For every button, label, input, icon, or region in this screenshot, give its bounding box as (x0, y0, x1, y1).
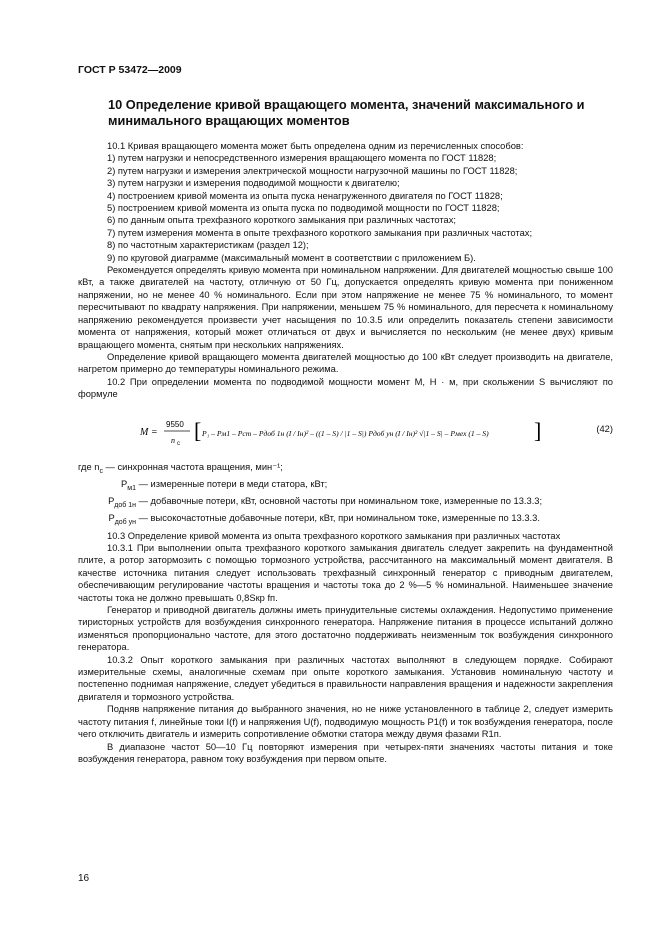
document-header: ГОСТ Р 53472—2009 (78, 64, 182, 76)
paragraph-10-3-2: 10.3.2 Опыт короткого замыкания при различных частотах выполняют в следующем порядке. Собирают измерительные схемы, аналогичные схемам при опыте короткого замыкания. Установив номинальную частоту и постепенно поднимая напряжение, следует убедиться в правильности направления вращения и надежности закрепления двигателя и тормозного устройства. (78, 654, 613, 702)
paragraph-10-3-1: 10.3.1 При выполнении опыта трехфазного короткого замыкания двигатель следует закрепить на фундаментной плите, а ротор затормозить с помощью тормозного устройства, рассчитанного на максимальный момент двигателя. В качестве источника питания следует использовать трехфазный синхронный генератор с приводным двигателем, обеспечивающим регулирование частоты вращения и частоты тока до 2 %—5 % номинальной. Наименьшее значение частоты тока не должно превышать 0,8Sкр fп. (78, 543, 613, 603)
equation-number: (42) (596, 423, 613, 434)
formula-legend (78, 461, 613, 530)
legend-item: $P_{доб 1н}$ — добавочные потери, кВт, основной частоты при номинальном токе, измеренные по 13.3.3; (108, 496, 543, 509)
formula-lhs: M = (140, 426, 158, 438)
formula-den-sub: c (177, 440, 180, 447)
paragraph-cooling: Генератор и приводной двигатель должны иметь принудительные системы охлаждения. Недопустимо применение тиристорных устройств для возбуждения синхронного генератора. Напряжение питания в процессе испытаний должно изменяться пропорционально частоте, для этого достаточно поддерживать неизменным ток возбуждения синхронного генератора. (78, 605, 613, 653)
formula-42 (78, 405, 613, 457)
list-item: 1) путем нагрузки и непосредственного измерения вращающего момента по ГОСТ 11828; (107, 153, 497, 164)
paragraph-frequency-range: В диапазоне частот 50—10 Гц повторяют измерения при четырех-пяти значениях частоты питания и токе возбуждения генератора, равном току возбуждения при первом опыте. (78, 741, 613, 764)
list-item: 7) путем измерения момента в опыте трехфазного короткого замыкания при различных частотах; (107, 227, 533, 238)
list-item: 2) путем нагрузки и измерения электрической мощности нагрузочной машины по ГОСТ 11828; (107, 165, 518, 176)
paragraph-recommendation: Рекомендуется определять кривую момента при номинальном напряжении. Для двигателей мощностью свыше 100 кВт, а также двигателей на частоту, отличную от 50 Гц, допускается определять кривую момента при пониженном напряжении, но не менее 40 % номинального. Если при этом напряжение не менее 75 % номинального, то момент пересчитывают по квадрату напряжения. При напряжении, меньшем 75 % номинального, для пересчета к номинальному напряжению рекомендуется произвести учет насыщения по 10.3.5 или определить показатель степени зависимости момента от напряжения, который может отличаться от двух и вычисляется по нескольким (не менее двух) кривым вращающего момента, снятым при нескольких напряжениях. (78, 265, 613, 350)
paragraph-10-2: 10.2 При определении момента по подводимой мощности момент M, Н · м, при скольжении S вычисляют по формуле (78, 376, 613, 400)
formula-num: 9550 (166, 419, 184, 429)
list-item: 6) по данным опыта трехфазного короткого замыкания при различных частотах; (107, 215, 456, 226)
formula-bracket-right: ] (534, 417, 542, 443)
paragraph-10-1-intro: 10.1 Кривая вращающего момента может быть определена одним из перечисленных способов: (107, 141, 524, 151)
formula-bracket-left: [ (194, 417, 202, 443)
paragraph-small-motors: Определение кривой вращающего момента двигателей мощностью до 100 кВт следует производить на двигателе, нагретом примерно до температуры номинального режима. (78, 351, 613, 375)
list-item: 3) путем нагрузки и измерения подводимой мощности к двигателю; (107, 178, 400, 189)
section-title: 10 Определение кривой вращающего момента, значений максимального и минимального вращающих моментов (108, 97, 585, 128)
formula-graphic (78, 405, 548, 457)
page-number: 16 (78, 873, 90, 884)
list-item: 8) по частотным характеристикам (раздел 12); (107, 240, 309, 251)
page-body (78, 140, 613, 765)
list-item: 9) по круговой диаграмме (максимальный момент в соответствии с приложением Б). (107, 252, 476, 263)
paragraph-10-3: 10.3 Определение кривой момента из опыта трехфазного короткого замыкания при различных частотах (107, 530, 561, 541)
legend-item: $P_{м1}$ — измеренные потери в меди статора, кВт; (121, 478, 328, 492)
legend-item: где $n_с$ — синхронная частота вращения, мин⁻¹; (78, 461, 283, 475)
list-item: 5) построением кривой момента из опыта пуска по подводимой мощности по ГОСТ 11828; (107, 203, 500, 214)
legend-item: $P_{доб ун}$ — высокочастотные добавочные потери, кВт, при номинальном токе, измеренные по 13.3.3. (108, 513, 540, 527)
paragraph-raise-voltage: Подняв напряжение питания до выбранного значения, но не ниже установленного в таблице 2, следует измерить частоту питания f, линейные токи I(f) и напряжения U(f), подводимую мощность P1(f) и ток возбуждения генератора, после чего отключить двигатель и измерить сопротивление обмотки статора между двумя фазами R1п. (78, 704, 613, 740)
formula-body: P₁ – Pм1 – Pст – Pдоб 1н (I / Iн)² – ((1 – S) / |1 – S|) Pдоб ун (I / Iн)² √|1 – S| – Pмех (1 – S) (202, 428, 489, 438)
methods-list (78, 152, 613, 264)
formula-den: n (171, 435, 175, 445)
list-item: 4) построением кривой момента из опыта пуска ненагруженного двигателя по ГОСТ 11828; (107, 190, 503, 201)
